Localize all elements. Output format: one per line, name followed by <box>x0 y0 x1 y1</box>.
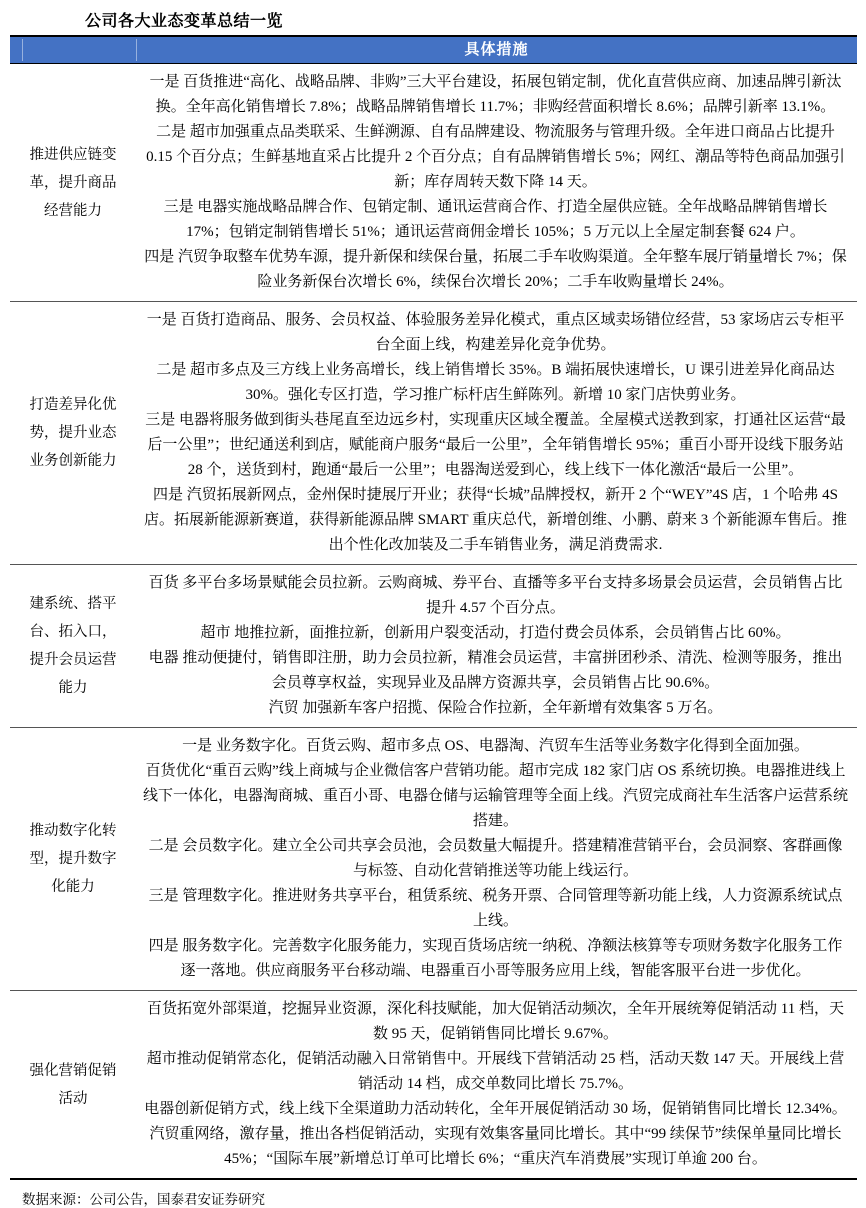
measure-item: 超市 地推拉新，面推拉新，创新用户裂变活动，打造付费会员体系，会员销售占比 60%。 <box>200 625 791 641</box>
row-label: 建系统、搭平台、拓入口，提升会员运营能力 <box>29 596 117 696</box>
table-body <box>10 64 857 1178</box>
table-row <box>10 64 857 302</box>
measure-item: 四是 服务数字化。完善数字化服务能力，实现百货场店统一纳税、净额法核算等专项财务数字化服务工作逐一落地。供应商服务平台移动端、电器重百小哥等服务应用上线，智能客服平台进一步优化。 <box>148 938 843 979</box>
measure-item: 超市推动促销常态化，促销活动融入日常销售中。开展线下营销活动 25 档，活动天数 147 天。开展线上营销活动 14 档，成交单数同比增长 75.7%。 <box>146 1051 845 1092</box>
table-row <box>10 991 857 1178</box>
measure-item: 四是 汽贸拓展新网点，金州保时捷展厅开业；获得“长城”品牌授权，新开 2 个“WEY”4S 店，1 个哈弗 4S 店。拓展新能源新赛道，获得新能源品牌 SMART 重庆总代，新增创维、小鹏、蔚来 3 个新能源车售后。推出个性化改加装及二手车销售业务，满足消费需求. <box>143 487 847 553</box>
measure-item: 三是 管理数字化。推进财务共享平台，租赁系统、税务开票、合同管理等新功能上线，人力资源系统试点上线。 <box>148 888 843 929</box>
measure-item: 二是 超市加强重点品类联采、生鲜溯源、自有品牌建设、物流服务与管理升级。全年进口商品占比提升 0.15 个百分点；生鲜基地直采占比提升 2 个百分点；自有品牌销售增长 5%；网红、潮品等特色商品加强引新；库存周转天数下降 14 天。 <box>146 124 845 190</box>
measure-item: 四是 汽贸争取整车优势车源，提升新保和续保台量，拓展二手车收购渠道。全年整车展厅销量增长 7%；保险业务新保台次增长 6%，续保台次增长 20%；二手车收购量增长 24%。 <box>144 249 847 290</box>
measure-item: 二是 超市多点及三方线上业务高增长，线上销售增长 35%。B 端拓展快速增长，U 课引进差异化商品达 30%。强化专区打造，学习推广标杆店生鲜陈列。新增 10 家门店快剪业务。 <box>156 362 835 403</box>
measure-item: 百货拓宽外部渠道，挖掘异业资源，深化科技赋能，加大促销活动频次，全年开展统筹促销活动 11 档，天数 95 天，促销销售同比增长 9.67%。 <box>147 1001 844 1042</box>
table-row <box>10 565 857 728</box>
row-label: 推动数字化转型，提升数字化能力 <box>29 823 117 895</box>
row-label: 打造差异化优势，提升业态业务创新能力 <box>29 397 117 469</box>
column-header: 具体措施 <box>464 42 529 58</box>
measure-item: 百货 多平台多场景赋能会员拉新。云购商城、券平台、直播等多平台支持多场景会员运营，会员销售占比提升 4.57 个百分点。 <box>148 575 843 616</box>
measure-item: 汽贸 加强新车客户招揽、保险合作拉新，全年新增有效集客 5 万名。 <box>268 700 723 716</box>
measure-item: 一是 百货打造商品、服务、会员权益、体验服务差异化模式，重点区域卖场错位经营，53 家场店云专柜平台全面上线，构建差异化竞争优势。 <box>146 312 845 353</box>
row-content <box>136 565 857 727</box>
page-title: 公司各大业态变革总结一览 <box>85 13 284 30</box>
row-content <box>136 991 857 1178</box>
table-row <box>10 302 857 565</box>
measure-item: 电器创新促销方式，线上线下全渠道助力活动转化，全年开展促销活动 30 场，促销销售同比增长 12.34%。 <box>144 1101 847 1117</box>
row-content <box>136 728 857 990</box>
row-content <box>136 64 857 301</box>
row-label: 推进供应链变革，提升商品经营能力 <box>29 146 117 219</box>
table-header-row <box>10 37 857 64</box>
row-content <box>136 302 857 564</box>
measure-item: 三是 电器将服务做到街头巷尾直至边远乡村，实现重庆区域全覆盖。全屋模式送教到家，打通社区运营“最后一公里”；世纪通送利到店，赋能商户服务“最后一公里”，全年销售增长 95%；重百小哥开设线下服务站 28 个，送货到村，跑通“最后一公里”；电器淘送爱到心，线上线下一体化激活“最后一公里”。 <box>145 412 846 478</box>
measures-table <box>10 35 857 1180</box>
header-divider-line <box>22 39 23 61</box>
header-divider-line <box>136 39 137 61</box>
measure-item: 一是 百货推进“高化、战略品牌、非购”三大平台建设，拓展包销定制，优化直营供应商、加速品牌引新汰换。全年高化销售增长 7.8%；战略品牌销售增长 11.7%；非购经营面积增长 8.6%；品牌引新率 13.1%。 <box>149 74 842 115</box>
data-source: 数据来源：公司公告，国泰君安证券研究 <box>22 1192 265 1207</box>
measure-item: 汽贸重网络，激存量，推出各档促销活动，实现有效集客量同比增长。其中“99 续保节”续保单量同比增长 45%；“国际车展”新增总订单可比增长 6%；“重庆汽车消费展”实现订单逾 200 台。 <box>149 1126 842 1167</box>
measure-item: 二是 会员数字化。建立全公司共享会员池，会员数量大幅提升。搭建精准营销平台，会员洞察、客群画像与标签、自动化营销推送等功能上线运行。 <box>148 838 843 879</box>
header-label-spacer <box>10 37 136 63</box>
measure-item: 一是 业务数字化。百货云购、超市多点 OS、电器淘、汽贸车生活等业务数字化得到全面加强。 <box>182 738 809 754</box>
measure-item: 电器 推动便捷付，销售即注册，助力会员拉新，精准会员运营，丰富拼团秒杀、清洗、检测等服务，推出会员尊享权益，实现异业及品牌方资源共享，会员销售占比 90.6%。 <box>148 650 843 691</box>
measure-item: 三是 电器实施战略品牌合作、包销定制、通讯运营商合作、打造全屋供应链。全年战略品牌销售增长 17%；包销定制销售增长 51%；通讯运营商佣金增长 105%；5 万元以上全屋定制套餐 624 户。 <box>163 199 828 240</box>
row-label: 强化营销促销活动 <box>29 1062 117 1107</box>
table-row <box>10 728 857 991</box>
measure-item: 百货优化“重百云购”线上商城与企业微信客户营销功能。超市完成 182 家门店 OS 系统切换。电器推进线上线下一体化，电器淘商城、重百小哥、电器仓储与运输管理等全面上线。汽贸完成商社车生活客户运营系统搭建。 <box>142 763 848 829</box>
